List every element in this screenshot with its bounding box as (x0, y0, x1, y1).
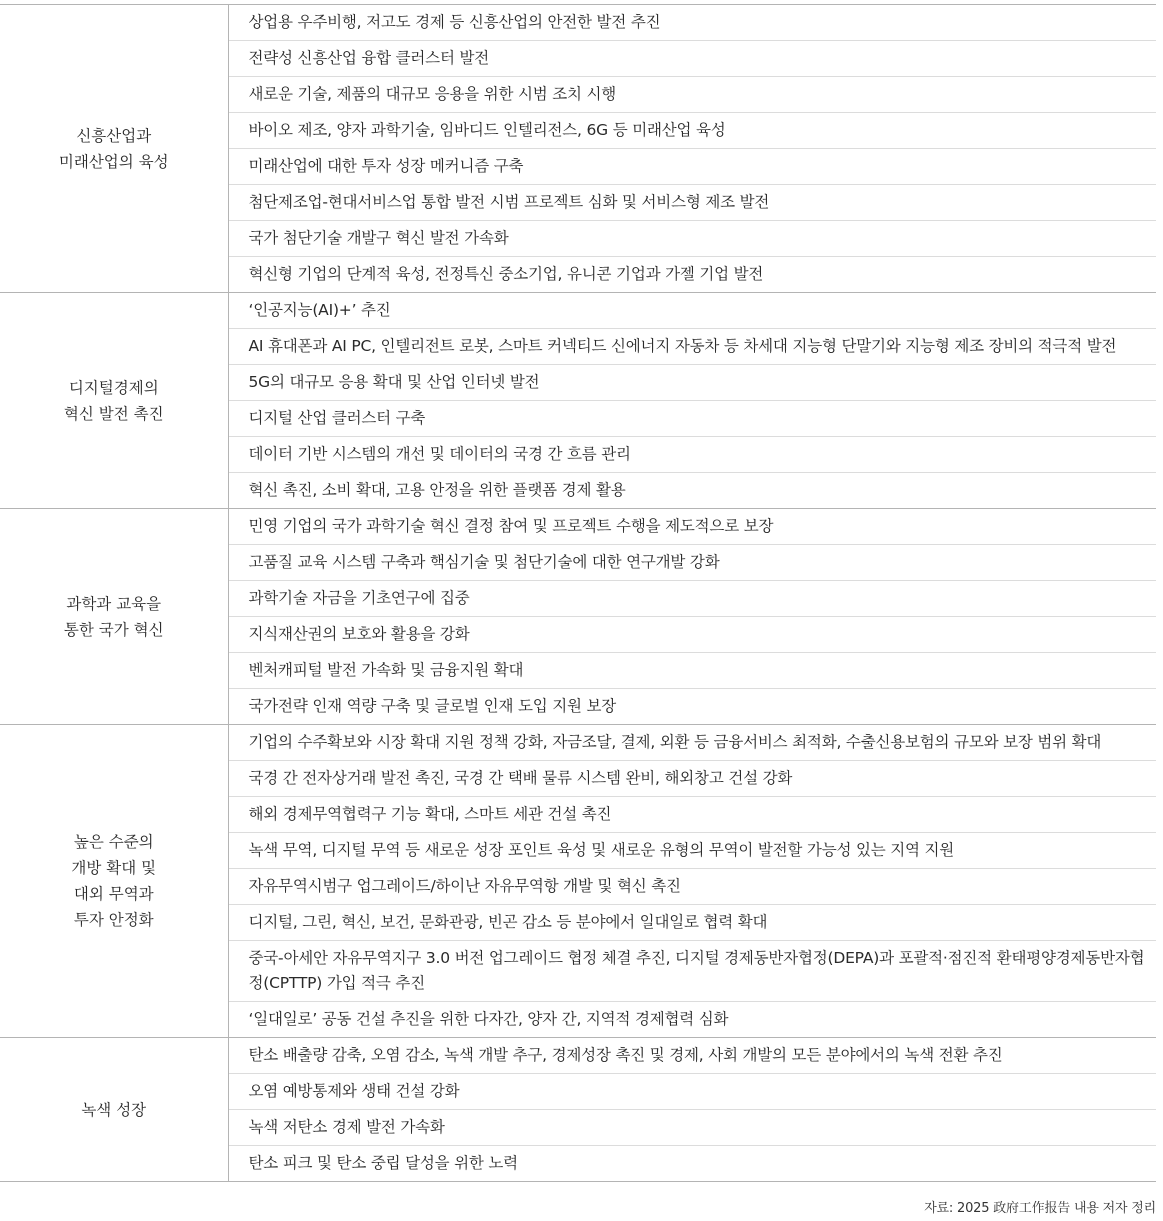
source-note: 자료: 2025 政府工作报告 내용 저자 정리 (924, 1201, 1156, 1216)
policy-item-cell: 미래산업에 대한 투자 성장 메커니즘 구축 (228, 149, 1156, 185)
policy-item-cell: 국경 간 전자상거래 발전 촉진, 국경 간 택배 물류 시스템 완비, 해외창고 건설 강화 (228, 761, 1156, 797)
policy-item-cell: 민영 기업의 국가 과학기술 혁신 결정 참여 및 프로젝트 수행을 제도적으로 보장 (228, 509, 1156, 545)
policy-item-cell: 데이터 기반 시스템의 개선 및 데이터의 국경 간 흐름 관리 (228, 437, 1156, 473)
category-cell: 신흥산업과 미래산업의 육성 (0, 5, 228, 293)
table-row (0, 1038, 1156, 1074)
policy-item-cell: 디지털 산업 클러스터 구축 (228, 401, 1156, 437)
policy-item-cell: ‘인공지능(AI)+’ 추진 (228, 293, 1156, 329)
table-row (0, 5, 1156, 41)
policy-item-cell: 중국-아세안 자유무역지구 3.0 버전 업그레이드 협정 체결 추진, 디지털 경제동반자협정(DEPA)과 포괄적·점진적 환태평양경제동반자협정(CPTTP) 가입 적극 추진 (228, 941, 1156, 1002)
policy-item-cell: 녹색 저탄소 경제 발전 가속화 (228, 1110, 1156, 1146)
policy-item-cell: 녹색 무역, 디지털 무역 등 새로운 성장 포인트 육성 및 새로운 유형의 무역이 발전할 가능성 있는 지역 지원 (228, 833, 1156, 869)
policy-item-cell: 혁신형 기업의 단계적 육성, 전정특신 중소기업, 유니콘 기업과 가젤 기업 발전 (228, 257, 1156, 293)
table-row (0, 509, 1156, 545)
policy-item-cell: 지식재산권의 보호와 활용을 강화 (228, 617, 1156, 653)
policy-item-cell: 기업의 수주확보와 시장 확대 지원 정책 강화, 자금조달, 결제, 외환 등 금융서비스 최적화, 수출신용보험의 규모와 보장 범위 확대 (228, 725, 1156, 761)
table-row (0, 293, 1156, 329)
policy-item-cell: 상업용 우주비행, 저고도 경제 등 신흥산업의 안전한 발전 추진 (228, 5, 1156, 41)
policy-item-cell: 벤처캐피털 발전 가속화 및 금융지원 확대 (228, 653, 1156, 689)
category-cell: 녹색 성장 (0, 1038, 228, 1182)
policy-item-cell: ‘일대일로’ 공동 건설 추진을 위한 다자간, 양자 간, 지역적 경제협력 심화 (228, 1002, 1156, 1038)
policy-item-cell: 국가 첨단기술 개발구 혁신 발전 가속화 (228, 221, 1156, 257)
policy-item-cell: 고품질 교육 시스템 구축과 핵심기술 및 첨단기술에 대한 연구개발 강화 (228, 545, 1156, 581)
policy-item-cell: 오염 예방통제와 생태 건설 강화 (228, 1074, 1156, 1110)
policy-item-cell: 5G의 대규모 응용 확대 및 산업 인터넷 발전 (228, 365, 1156, 401)
table-row (0, 725, 1156, 761)
category-cell: 높은 수준의 개방 확대 및 대외 무역과 투자 안정화 (0, 725, 228, 1038)
policy-item-cell: 혁신 촉진, 소비 확대, 고용 안정을 위한 플랫폼 경제 활용 (228, 473, 1156, 509)
policy-item-cell: 과학기술 자금을 기초연구에 집중 (228, 581, 1156, 617)
policy-item-cell: 전략성 신흥산업 융합 클러스터 발전 (228, 41, 1156, 77)
policy-item-cell: 디지털, 그린, 혁신, 보건, 문화관광, 빈곤 감소 등 분야에서 일대일로 협력 확대 (228, 905, 1156, 941)
policy-item-cell: 바이오 제조, 양자 과학기술, 임바디드 인텔리전스, 6G 등 미래산업 육성 (228, 113, 1156, 149)
policy-item-cell: 해외 경제무역협력구 기능 확대, 스마트 세관 건설 촉진 (228, 797, 1156, 833)
policy-item-cell: 국가전략 인재 역량 구축 및 글로벌 인재 도입 지원 보장 (228, 689, 1156, 725)
category-cell: 과학과 교육을 통한 국가 혁신 (0, 509, 228, 725)
policy-item-cell: AI 휴대폰과 AI PC, 인텔리전트 로봇, 스마트 커넥티드 신에너지 자동차 등 차세대 지능형 단말기와 지능형 제조 장비의 적극적 발전 (228, 329, 1156, 365)
policy-item-cell: 자유무역시범구 업그레이드/하이난 자유무역항 개발 및 혁신 촉진 (228, 869, 1156, 905)
policy-table-body (0, 5, 1156, 1182)
policy-item-cell: 탄소 배출량 감축, 오염 감소, 녹색 개발 추구, 경제성장 촉진 및 경제, 사회 개발의 모든 분야에서의 녹색 전환 추진 (228, 1038, 1156, 1074)
policy-item-cell: 탄소 피크 및 탄소 중립 달성을 위한 노력 (228, 1146, 1156, 1182)
category-cell: 디지털경제의 혁신 발전 촉진 (0, 293, 228, 509)
policy-item-cell: 새로운 기술, 제품의 대규모 응용을 위한 시범 조치 시행 (228, 77, 1156, 113)
policy-item-cell: 첨단제조업-현대서비스업 통합 발전 시범 프로젝트 심화 및 서비스형 제조 발전 (228, 185, 1156, 221)
policy-table (0, 4, 1156, 1182)
